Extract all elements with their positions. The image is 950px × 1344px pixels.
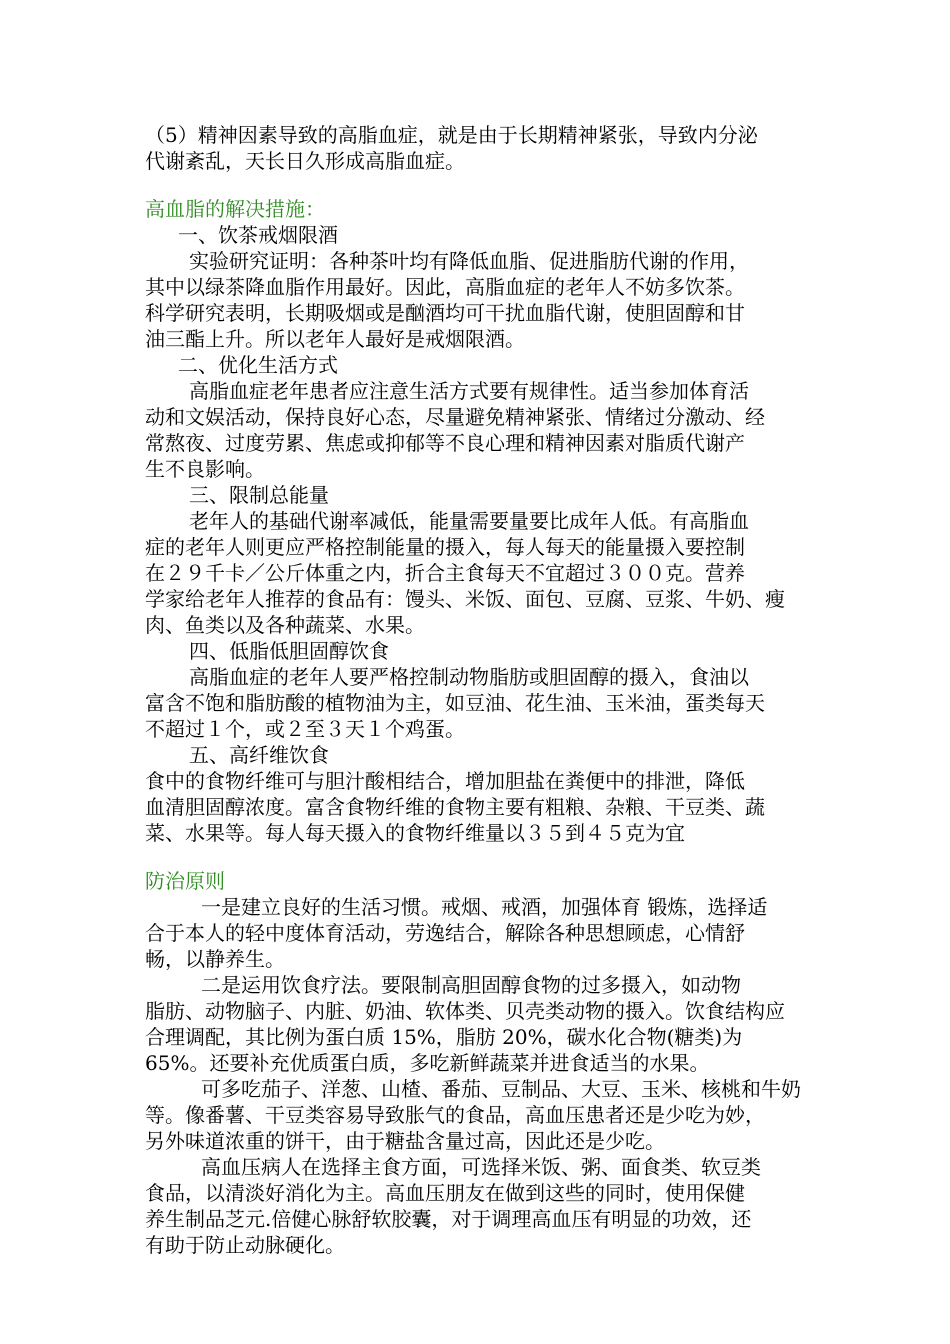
principle-1-line: 一是建立良好的生活习惯。戒烟、戒酒，加强体育 锻炼，选择适: [201, 895, 768, 919]
section-2-line: 高脂血症老年患者应注意生活方式要有规律性。适当参加体育活: [189, 379, 749, 403]
principle-1-line: 合于本人的轻中度体育活动，劳逸结合，解除各种思想顾虑，心情舒: [145, 921, 745, 945]
section-1-line: 其中以绿茶降血脂作用最好。因此，高脂血症的老年人不妨多饮茶。: [145, 275, 745, 299]
section-3-title: 三、限制总能量: [189, 483, 329, 507]
cause5-line-1: （5）精神因素导致的高脂血症，就是由于长期精神紧张，导致内分泌: [145, 123, 758, 147]
section-5-line: 血清胆固醇浓度。富含食物纤维的食物主要有粗粮、杂粮、干豆类、蔬: [145, 795, 765, 819]
principle-4-line: 高血压病人在选择主食方面，可选择米饭、粥、面食类、软豆类: [201, 1155, 761, 1179]
section-3-line: 肉、鱼类以及各种蔬菜、水果。: [145, 613, 425, 637]
document-page: [145, 122, 810, 1258]
section-1-line: 油三酯上升。所以老年人最好是戒烟限酒。: [145, 327, 525, 351]
principle-2-line: 65%。还要补充优质蛋白质，多吃新鲜蔬菜并进食适当的水果。: [145, 1051, 710, 1075]
section-2-title: 二、优化生活方式: [178, 353, 338, 377]
principles-heading: 防治原则: [145, 869, 225, 893]
principle-3-line: 可多吃茄子、洋葱、山楂、番茄、豆制品、大豆、玉米、核桃和牛奶: [201, 1077, 801, 1101]
section-5-line: 菜、水果等。每人每天摄入的食物纤维量以３５到４５克为宜: [145, 821, 685, 845]
section-2-line: 动和文娱活动，保持良好心态，尽量避免精神紧张、情绪过分激动、经: [145, 405, 765, 429]
principle-2-line: 合理调配，其比例为蛋白质 15%，脂肪 20%，碳水化合物(糖类)为: [145, 1025, 743, 1049]
principle-2-line: 脂肪、动物脑子、内脏、奶油、软体类、贝壳类动物的摄入。饮食结构应: [145, 999, 785, 1023]
principle-2-line: 二是运用饮食疗法。要限制高胆固醇食物的过多摄入，如动物: [201, 973, 741, 997]
principle-3-line: 等。像番薯、干豆类容易导致胀气的食品，高血压患者还是少吃为妙，: [145, 1103, 765, 1127]
section-4-line: 高脂血症的老年人要严格控制动物脂肪或胆固醇的摄入，食油以: [189, 665, 749, 689]
principle-1-line: 畅，以静养生。: [145, 947, 285, 971]
measures-heading: 高血脂的解决措施：: [145, 197, 325, 221]
section-3-line: 在２９千卡／公斤体重之内，折合主食每天不宜超过３００克。营养: [145, 561, 745, 585]
section-3-line: 学家给老年人推荐的食品有：馒头、米饭、面包、豆腐、豆浆、牛奶、瘦: [145, 587, 785, 611]
principle-3-line: 另外味道浓重的饼干，由于糖盐含量过高，因此还是少吃。: [145, 1129, 665, 1153]
section-2-line: 常熬夜、过度劳累、焦虑或抑郁等不良心理和精神因素对脂质代谢产: [145, 431, 745, 455]
section-4-line: 不超过１个，或２至３天１个鸡蛋。: [145, 717, 465, 741]
section-1-line: 科学研究表明，长期吸烟或是酗酒均可干扰血脂代谢，使胆固醇和甘: [145, 301, 745, 325]
principle-4-line: 食品，以清淡好消化为主。高血压朋友在做到这些的同时，使用保健: [145, 1181, 745, 1205]
section-1-title: 一、饮茶戒烟限酒: [178, 223, 338, 247]
section-1-line: 实验研究证明：各种茶叶均有降低血脂、促进脂肪代谢的作用，: [189, 249, 749, 273]
cause5-line-2: 代谢紊乱，天长日久形成高脂血症。: [145, 149, 465, 173]
section-4-line: 富含不饱和脂肪酸的植物油为主，如豆油、花生油、玉米油，蛋类每天: [145, 691, 765, 715]
section-3-line: 老年人的基础代谢率减低，能量需要量要比成年人低。有高脂血: [189, 509, 749, 533]
principle-4-line: 养生制品芝元.倍健心脉舒软胶囊，对于调理高血压有明显的功效，还: [145, 1207, 752, 1231]
section-2-line: 生不良影响。: [145, 457, 265, 481]
section-4-title: 四、低脂低胆固醇饮食: [189, 639, 389, 663]
section-5-line: 食中的食物纤维可与胆汁酸相结合，增加胆盐在粪便中的排泄，降低: [145, 769, 745, 793]
section-3-line: 症的老年人则更应严格控制能量的摄入，每人每天的能量摄入要控制: [145, 535, 745, 559]
principle-4-line: 有助于防止动脉硬化。: [145, 1233, 345, 1257]
section-5-title: 五、高纤维饮食: [189, 743, 329, 767]
